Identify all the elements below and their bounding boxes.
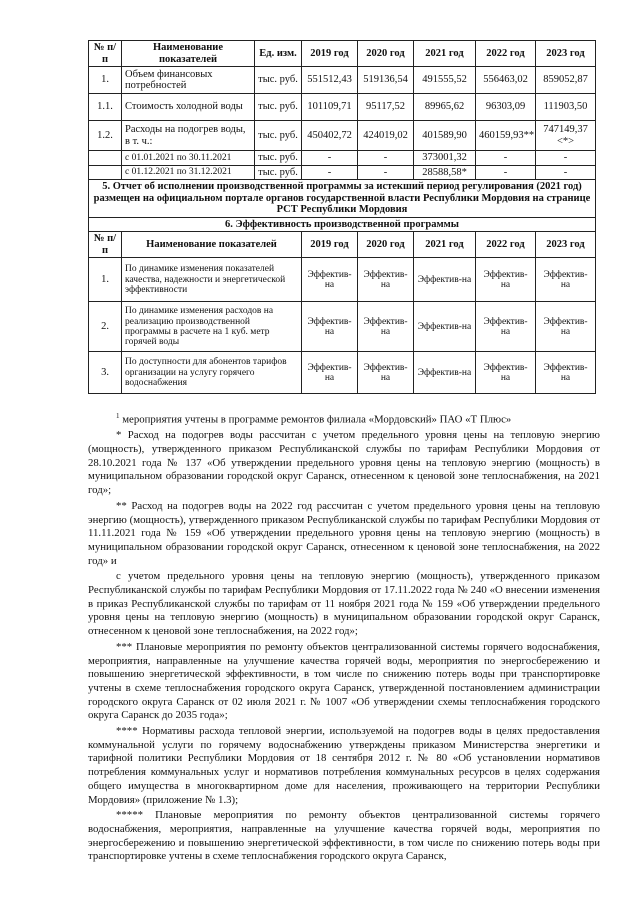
- header-2022: 2022 год: [476, 41, 536, 67]
- header-2021: 2021 год: [414, 41, 476, 67]
- footnote-star-4: **** Нормативы расхода тепловой энергии, используемой на подогрев воды в целях предоставления коммунальной услуги по горячему водоснабжению утверждены приказом Министерства энергетики и тарифной политики Республики Мордовия от 18 сентября 2012 г. № 80 «Об установлении нормативов потребления коммунальных услуг и нормативов потребления коммунальных ресурсов в целях содержания общего имущества в многоквартирном доме для населения, проживающего на территории Республики Мордовия» (приложение № 1.3);: [88, 725, 600, 806]
- table-row: с 01.12.2021 по 31.12.2021 тыс. руб. - - 28588,58* - -: [89, 165, 596, 180]
- header-2019: 2019 год: [302, 41, 358, 67]
- indicators-table: [88, 40, 596, 394]
- header-2020: 2020 год: [358, 41, 414, 67]
- footnote-star-2-cont: с учетом предельного уровня цены на тепловую энергию (мощность), утвержденного приказом Республиканской службы по тарифам Республики Мордовия от 17.11.2022 года № 240 «О внесении изменения в приказ Республиканской службы по тарифам от 11 ноября 2021 года № 159 «Об утверждении предельного уровня цены на тепловую энергию (мощность) в муниципальном образовании городской округ Саранск, отнесенном к ценовой зоне теплоснабжения, на 2022 год»;: [88, 570, 600, 638]
- header-2023: 2023 год: [536, 41, 596, 67]
- header-num: № п/п: [89, 41, 122, 67]
- table-row: 3. По доступности для абонентов тарифов организации на услугу горячего водоснабжения Эффектив-на Эффектив-на Эффектив-на Эффектив-на Эффектив-на: [89, 352, 596, 394]
- table2-header-row: № п/п Наименование показателей 2019 год 2020 год 2021 год 2022 год 2023 год: [89, 232, 596, 258]
- table-row: 1. Объем финансовых потребностей тыс. руб. 551512,43 519136,54 491555,52 556463,02 859052,87: [89, 67, 596, 94]
- section-6-row: [89, 217, 596, 232]
- footnote-1: $^1$ мероприятия учтены в программе ремонтов филиала «Мордовский» ПАО «Т Плюс»: [116, 412, 512, 426]
- table-row: 1. По динамике изменения показателей качества, надежности и энергетической эффективности Эффектив-на Эффектив-на Эффектив-на Эффектив-на Эффектив-на: [89, 258, 596, 302]
- table-row: с 01.01.2021 по 30.11.2021 тыс. руб. - - 373001,32 - -: [89, 151, 596, 166]
- table-row: 2. По динамике изменения расходов на реализацию производственной программы в расчете на 1 куб. метр горячей воды Эффектив-на Эффектив-на Эффектив-на Эффектив-на Эффектив-на: [89, 302, 596, 352]
- section-5-row: [89, 180, 596, 218]
- table-row: 1.1. Стоимость холодной воды тыс. руб. 101109,71 95117,52 89965,62 96303,09 111903,50: [89, 94, 596, 121]
- footnote-star-5: ***** Плановые мероприятия по ремонту объектов централизованной системы горячего водоснабжения, мероприятия, направленные на улучшение качества горячей воды, мероприятия по энергосбережению и повышению энергетической эффективности, в том числе по снижению потерь воды при транспортировке учтены в схеме теплоснабжения городского округа Саранск,: [88, 809, 600, 863]
- footnotes: [88, 412, 600, 866]
- section-6-title: 6. Эффективность производственной программы: [89, 217, 596, 232]
- table-header-row: [89, 41, 596, 67]
- header-name: Наименование показателей: [122, 41, 255, 67]
- header-unit: Ед. изм.: [255, 41, 302, 67]
- section-5-title: 5. Отчет об исполнении производственной программы за истекший период регулирования (2021 год) размещен на официальном портале органов государственной власти Республики Мордовия на странице РСТ Республики Мордовия: [89, 180, 596, 218]
- footnote-star-3: *** Плановые мероприятия по ремонту объектов централизованной системы горячего водоснабжения, мероприятия, направленные на улучшение качества горячей воды, мероприятия по энергосбережению и повышению энергетической эффективности, в том числе по снижению потерь воды при транспортировке учтены в схеме теплоснабжения городского округа Саранск, утвержденной постановлением администрации городского округа Саранск от 02 июля 2021 г. № 1007 «Об утверждении схемы теплоснабжения городского округа Саранск до 2035 года»;: [88, 640, 600, 722]
- footnote-star-2: ** Расход на подогрев воды на 2022 год рассчитан с учетом предельного уровня цены на тепловую энергию (мощность), утвержденного приказом Республиканской службы по тарифам Республики Мордовия от 11.11.2021 года № 159 «Об утверждении предельного уровня цены на тепловую энергию (мощность) в муниципальном образовании городской округ Саранск, отнесенном к ценовой зоне теплоснабжения, на 2022 год» и: [88, 499, 600, 567]
- footnote-star-1: * Расход на подогрев воды рассчитан с учетом предельного уровня цены на тепловую энергию (мощность), утвержденного приказом Республиканской службы по тарифам Республики Мордовия от 28.10.2021 года № 137 «Об утверждении предельного уровня цены на тепловую энергию (мощность) в муниципальном образовании городской округ Саранск, отнесенном к ценовой зоне теплоснабжения, на 2021 год»;: [88, 429, 600, 497]
- table-row: 1.2. Расходы на подогрев воды, в т. ч.: тыс. руб. 450402,72 424019,02 401589,90 460159,93** 747149,37 <*>: [89, 121, 596, 151]
